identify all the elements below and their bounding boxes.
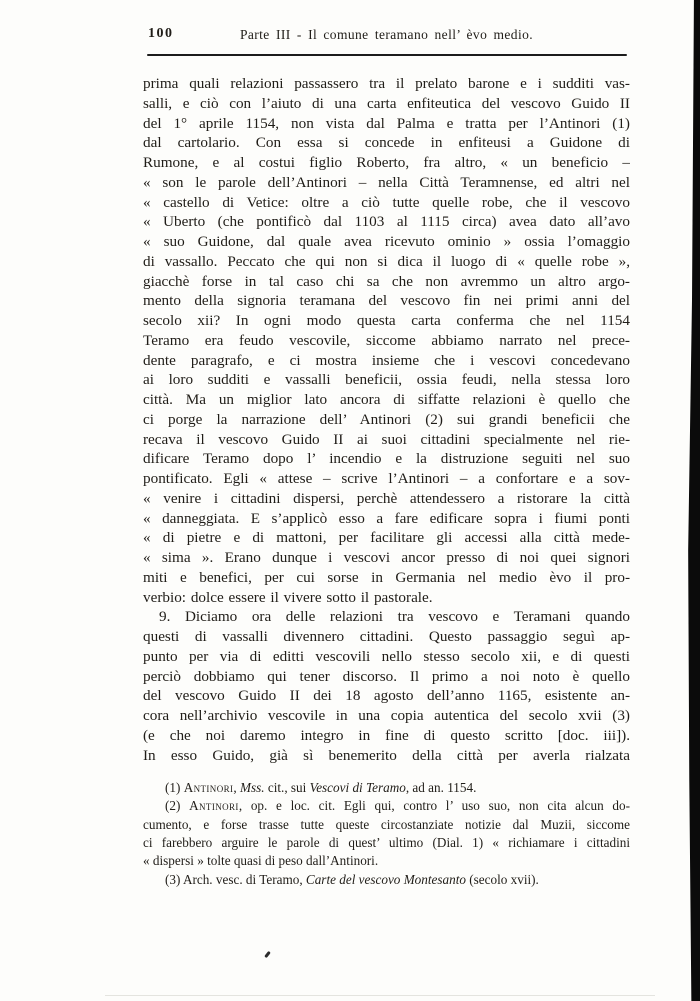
italic-text: Mss.: [240, 780, 265, 795]
smallcaps-text: Antinori: [183, 780, 234, 795]
text-line: perciò dobbiamo qui tener discorso. Il primo a noi noto è quello: [143, 667, 630, 685]
plain-text: , op. e loc. cit. Egli qui, contro l’ uso suo, non cita alcun do-: [238, 798, 630, 814]
header-rule: [147, 54, 627, 56]
text-line: dente paragrafo, e ci mostra insieme che i vescovi concedevano: [143, 351, 630, 369]
page-number: 100: [148, 26, 174, 41]
text-line: « castello di Vetice: oltre a ciò tutte quelle robe, che il vescovo: [143, 193, 630, 211]
text-line: pontificato. Egli « attese – scrive l’Antinori – a confortare e a sov-: [143, 470, 630, 487]
text-line: recava il vescovo Guido II ai suoi cittadini specialmente nel rie-: [143, 430, 630, 448]
page-edge-shadow: [684, 0, 700, 1001]
text-line: In esso Guido, già sì benemerito della città per averla rialzata: [143, 746, 630, 764]
text-line: dificare Teramo dopo l’ incendio e la distruzione seguiti nel suo: [143, 450, 630, 468]
footnote-line: [143, 816, 630, 834]
text-line: miti e benefici, per cui sorse in Germania nel medio èvo il pro-: [143, 568, 630, 586]
text-line: 9. Diciamo ora delle relazioni tra vescovo e Teramani quando: [159, 608, 630, 626]
text-line: dal cartolario. Con essa si concede in enfiteusi a Guidone di: [143, 134, 630, 152]
text-line: punto per via di editti vescovili nello stesso secolo xii, e di questi: [143, 647, 630, 665]
footnote-line: [143, 871, 630, 889]
text-line: prima quali relazioni passassero tra il prelato barone e i sudditi vas-: [143, 75, 630, 92]
plain-text: « dispersi » tolte quasi di peso dall’Antinori.: [143, 853, 379, 869]
text-line: di vassallo. Peccato che qui non si dica il luogo di « quelle robe »,: [143, 252, 630, 270]
text-line: ai loro sudditi e vassalli beneficii, ossia feudi, nella stessa loro: [143, 371, 630, 389]
smallcaps-text: Antinori: [189, 798, 239, 814]
text-line: ci porge la narrazione dell’ Antinori (2) sui grandi beneficii che: [143, 410, 630, 428]
footnotes: [143, 779, 630, 889]
text-line: cora nell’archivio vescovile in una copia autentica del secolo xvii (3): [143, 707, 630, 724]
text-line: Rumone, e al costui figlio Roberto, fra altro, « un beneficio –: [143, 154, 630, 171]
text-line: « suo Guidone, dal quale avea ricevuto ominio » ossia l’omaggio: [143, 233, 630, 250]
text-line: Teramo era feudo vescovile, siccome abbiamo narrato nel prece-: [143, 331, 630, 349]
plain-text: ,: [233, 780, 240, 795]
text-line: città. Ma un miglior lato ancora di siffatte relazioni è quello che: [143, 391, 630, 408]
text-line: questi di vassalli divennero cittadini. Questo passaggio seguì ap-: [143, 628, 630, 645]
footnote-line: [143, 797, 630, 815]
text-line: « son le parole dell’Antinori – nella Città Teramnense, ed altri nel: [143, 173, 630, 191]
text-line: « venire i cittadini dispersi, perchè attendessero a ristorare la città: [143, 489, 630, 507]
plain-text: (secolo xvii).: [465, 871, 539, 887]
plain-text: , ad an. 1154.: [405, 780, 477, 795]
text-line: secolo xii? In ogni modo questa carta conferma che nel 1154: [143, 312, 630, 329]
italic-text: Vescovi di Teramo: [309, 780, 406, 795]
footnote-line: [143, 834, 630, 852]
italic-text: Carte del vescovo Montesanto: [305, 871, 466, 887]
text-line: « di pietre e di mattoni, per facilitare gli accessi alla città mede-: [143, 529, 630, 547]
plain-text: (3) Arch. vesc. di Teramo,: [165, 871, 306, 887]
text-line: (e che noi daremo integro in fine di questo scritto [doc. iii]).: [143, 726, 630, 744]
plain-text: ci farebbero arguire le parole di quest’ ultimo (Dial. 1) « richiamare i cittadini: [143, 835, 630, 851]
text-line: verbio: dolce essere il vivere sotto il pastorale.: [143, 588, 433, 606]
plain-text: cit., sui: [264, 780, 310, 795]
text-line: « danneggiata. E s’applicò esso a fare edificare sopra i fiumi ponti: [143, 509, 630, 527]
text-line: « sima ». Erano dunque i vescovi ancor presso di noi quei signori: [143, 549, 630, 566]
text-line: del 1° aprile 1154, non vista dal Palma e tratta per l’Antinori (1): [143, 114, 630, 132]
page-bottom-shadow: [105, 995, 655, 996]
ink-speck: [264, 951, 271, 958]
plain-text: (1): [165, 780, 184, 795]
footnote-line: [143, 852, 630, 870]
text-line: giacchè forse in tal caso chi sa che non avremmo un altro argo-: [143, 272, 630, 290]
text-line: mento della signoria teramana del vescovo fin nei primi anni del: [143, 292, 630, 310]
text-line: salli, e ciò con l’aiuto di una carta enfiteutica del vescovo Guido II: [143, 94, 630, 112]
plain-text: (2): [165, 798, 190, 814]
footnote-line: [143, 779, 630, 797]
plain-text: cumento, e forse trasse tutte queste circostanziate notizie dal Muzii, siccome: [143, 816, 630, 832]
text-line: « Uberto (che pontificò dal 1103 al 1115 circa) avea dato all’avo: [143, 213, 630, 231]
text-line: del vescovo Guido II dei 18 agosto dell’anno 1165, esistente an-: [143, 687, 630, 705]
header-title: Parte III - Il comune teramano nell’ èvo medio.: [239, 27, 534, 42]
body-text: [143, 74, 630, 765]
